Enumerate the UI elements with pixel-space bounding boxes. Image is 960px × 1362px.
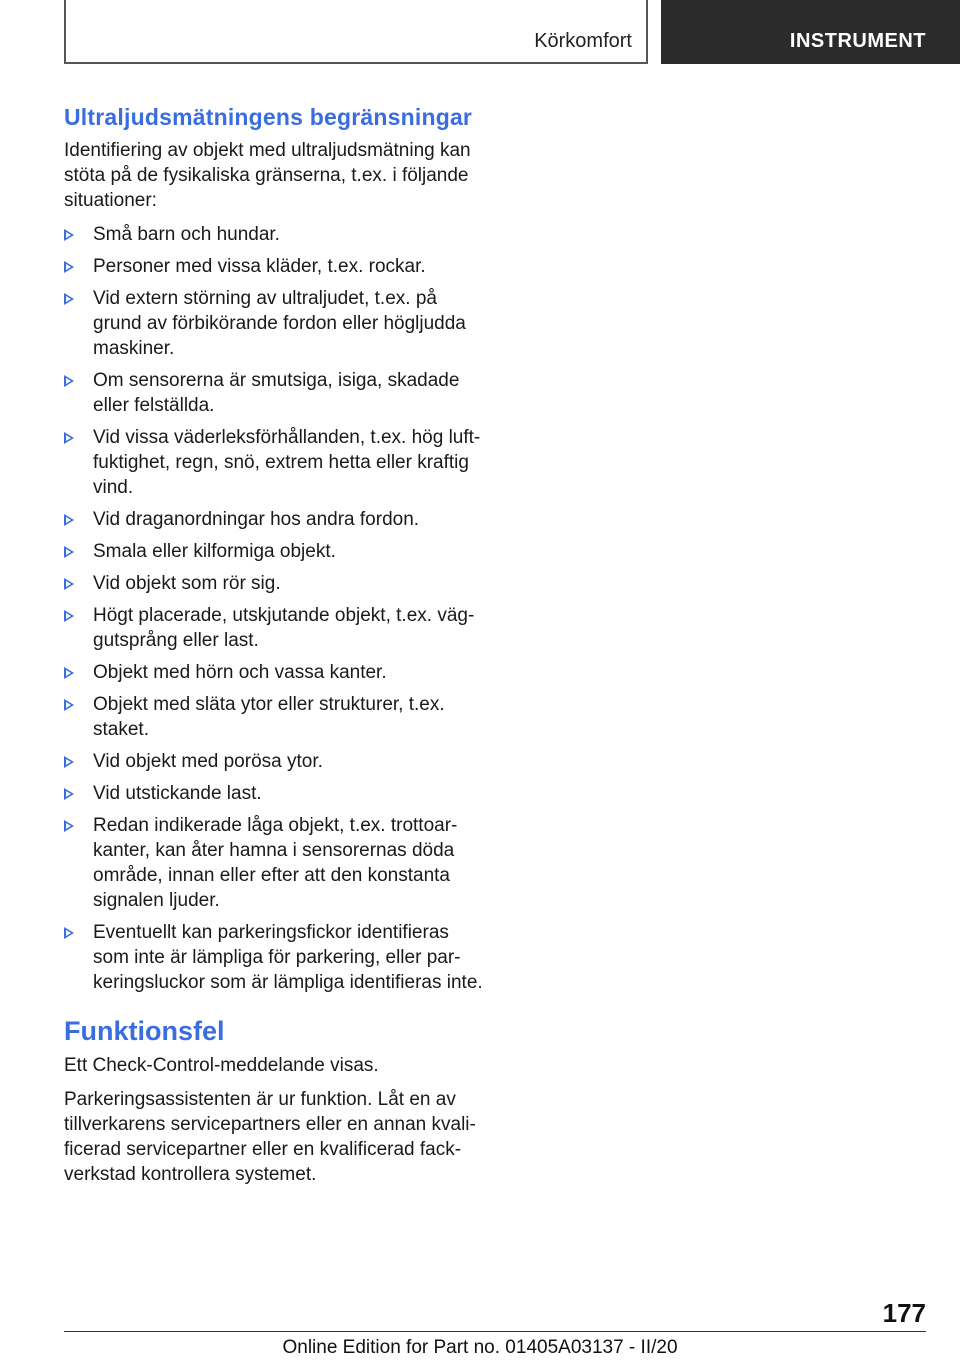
list-item: Redan indikerade låga objekt, t.ex. trottoar-kanter, kan åter hamna i sensorernas döda område, innan eller efter att den konstanta signalen ljuder. (64, 813, 484, 913)
list-item: Eventuellt kan parkeringsfickor identifieras som inte är lämpliga för parkering, eller par-keringsluckor som är lämpliga identifieras inte. (64, 920, 484, 995)
section-heading-malfunction: Funktionsfel (64, 1016, 225, 1046)
footer-edition: Online Edition for Part no. 01405A03137 - II/20 (282, 1337, 678, 1358)
footer-divider (64, 1331, 926, 1332)
page-content (64, 100, 484, 1196)
list-item: Vid utstickande last. (64, 781, 484, 806)
list-item: Vid vissa väderleksförhållanden, t.ex. hög luft-fuktighet, regn, snö, extrem hetta eller kraftig vind. (64, 425, 484, 500)
section-tab (64, 0, 648, 64)
section-label: Körkomfort (534, 30, 632, 52)
malfunction-paragraph: Ett Check-Control-meddelande visas. (64, 1055, 379, 1076)
list-item: Vid objekt som rör sig. (64, 571, 484, 596)
malfunction-paragraph: Parkeringsassistenten är ur funktion. Låt en av tillverkarens servicepartners eller en annan kvali-ficerad servicepartner eller en kvalificerad fack-verkstad kontrollera systemet. (64, 1089, 476, 1185)
section-intro: Identifiering av objekt med ultraljudsmätning kan stöta på de fysikaliska gränserna, t.ex. i följande situationer: (64, 140, 471, 211)
list-item: Små barn och hundar. (64, 222, 484, 247)
section-heading-limits: Ultraljudsmätningens begränsningar (64, 104, 473, 130)
list-item: Högt placerade, utskjutande objekt, t.ex. väg-gutsprång eller last. (64, 603, 484, 653)
triangle-bullet-icon (64, 261, 74, 273)
triangle-bullet-icon (64, 514, 74, 526)
chapter-label: INSTRUMENT (789, 30, 926, 52)
triangle-bullet-icon (64, 293, 74, 305)
list-item: Vid extern störning av ultraljudet, t.ex. på grund av förbikörande fordon eller högljudda maskiner. (64, 286, 484, 361)
list-item: Objekt med hörn och vassa kanter. (64, 660, 484, 685)
triangle-bullet-icon (64, 578, 74, 590)
triangle-bullet-icon (64, 667, 74, 679)
triangle-bullet-icon (64, 788, 74, 800)
page-number: 177 (882, 1298, 926, 1328)
page-header (0, 0, 960, 66)
triangle-bullet-icon (64, 546, 74, 558)
list-item: Objekt med släta ytor eller strukturer, t.ex. staket. (64, 692, 484, 742)
triangle-bullet-icon (64, 375, 74, 387)
list-item: Vid objekt med porösa ytor. (64, 749, 484, 774)
chapter-tab (661, 0, 960, 64)
triangle-bullet-icon (64, 756, 74, 768)
list-item: Vid draganordningar hos andra fordon. (64, 507, 484, 532)
triangle-bullet-icon (64, 820, 74, 832)
triangle-bullet-icon (64, 927, 74, 939)
list-item: Personer med vissa kläder, t.ex. rockar. (64, 254, 484, 279)
triangle-bullet-icon (64, 699, 74, 711)
triangle-bullet-icon (64, 610, 74, 622)
triangle-bullet-icon (64, 432, 74, 444)
list-item: Smala eller kilformiga objekt. (64, 539, 484, 564)
list-item: Om sensorerna är smutsiga, isiga, skadade eller felställda. (64, 368, 484, 418)
triangle-bullet-icon (64, 229, 74, 241)
limitations-list (64, 222, 484, 995)
